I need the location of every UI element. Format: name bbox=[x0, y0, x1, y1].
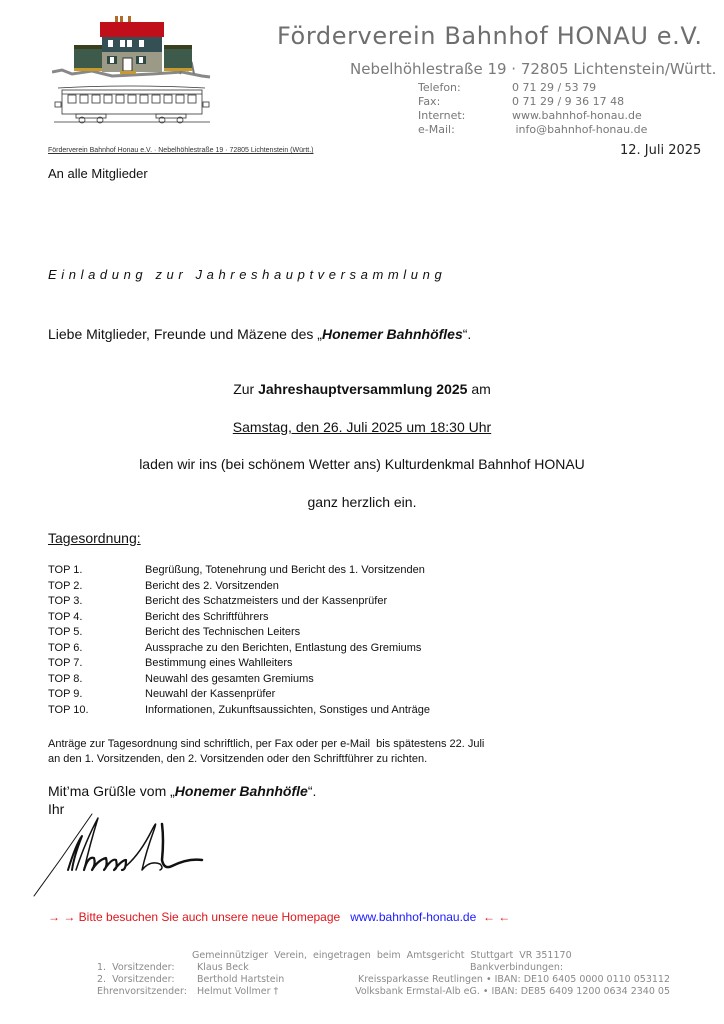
agenda-item bbox=[48, 641, 430, 657]
contact-block bbox=[418, 81, 647, 137]
board-role: 1. Vorsitzender: bbox=[97, 962, 175, 973]
contact-label: Internet: bbox=[418, 109, 466, 122]
agenda-item bbox=[48, 563, 430, 579]
agenda-number: TOP 2. bbox=[48, 579, 83, 592]
agenda-item bbox=[48, 625, 430, 641]
board-name: Helmut Vollmer † bbox=[197, 986, 279, 997]
contact-label: Fax: bbox=[418, 95, 441, 108]
agenda-text: Begrüßung, Totenehrung und Bericht des 1. Vorsitzenden bbox=[145, 564, 425, 576]
organization-name: Förderverein Bahnhof HONAU e.V. bbox=[277, 22, 703, 50]
contact-internet bbox=[418, 109, 647, 123]
agenda-item bbox=[48, 703, 430, 719]
salutation-end: “. bbox=[462, 326, 472, 342]
sender-return-address: Förderverein Bahnhof Honau e.V. · Nebelhöhlestraße 19 · 72805 Lichtenstein (Württ.) bbox=[48, 147, 314, 154]
homepage-notice bbox=[48, 910, 510, 924]
agenda-number: TOP 10. bbox=[48, 703, 89, 716]
agenda-text: Neuwahl der Kassenprüfer bbox=[145, 688, 276, 700]
contact-label: Telefon: bbox=[418, 81, 461, 94]
meeting-datetime: Samstag, den 26. Juli 2025 um 18:30 Uhr bbox=[232, 419, 492, 435]
footer-board bbox=[97, 962, 284, 998]
motions-line: Anträge zur Tagesordnung sind schriftlich, per Fax oder per e-Mail bis spätestens 22. Juli bbox=[48, 738, 485, 750]
agenda-text: Bericht des Schriftführers bbox=[145, 610, 269, 623]
agenda-text: Bericht des Technischen Leiters bbox=[145, 626, 301, 638]
greeting-emphasis: Honemer Bahnhöfle bbox=[174, 783, 308, 799]
agenda-item bbox=[48, 672, 430, 688]
greeting-text: Mit’ma Grüßle vom „ bbox=[48, 783, 175, 799]
agenda-text: Bericht des 2. Vorsitzenden bbox=[145, 579, 279, 592]
contact-value: 0 71 29 / 53 79 bbox=[512, 81, 597, 94]
agenda-title: Tagesordnung: bbox=[48, 530, 141, 546]
agenda-list bbox=[48, 563, 430, 718]
signature-icon bbox=[30, 800, 210, 910]
board-member bbox=[97, 962, 284, 974]
agenda-number: TOP 6. bbox=[48, 641, 83, 654]
motions-notice bbox=[48, 737, 484, 767]
invitation-closing: ganz herzlich ein. bbox=[307, 494, 417, 510]
greeting-end: “. bbox=[307, 783, 317, 799]
agenda-item bbox=[48, 610, 430, 626]
contact-email-link[interactable]: info@bahnhof-honau.de bbox=[512, 123, 648, 136]
agenda-text: Neuwahl des gesamten Gremiums bbox=[145, 672, 314, 685]
contact-email bbox=[418, 123, 647, 137]
logo bbox=[52, 14, 212, 132]
board-member bbox=[97, 986, 284, 998]
agenda-item bbox=[48, 579, 430, 595]
homepage-text: → → Bitte besuchen Sie auch unsere neue Homepage bbox=[48, 910, 351, 924]
bank-account: Volksbank Ermstal-Alb eG. • IBAN: DE85 6409 1200 0634 2340 05 bbox=[355, 986, 670, 997]
footer-registration: Gemeinnütziger Verein, eingetragen beim Amtsgericht Stuttgart VR 351170 bbox=[192, 950, 572, 961]
contact-value: 0 71 29 / 9 36 17 48 bbox=[512, 95, 625, 108]
agenda-item bbox=[48, 656, 430, 672]
station-building-icon bbox=[52, 14, 212, 132]
invitation-text: Zur bbox=[233, 381, 259, 397]
agenda-number: TOP 3. bbox=[48, 595, 83, 607]
letter-subject: Einladung zur Jahreshauptversammlung bbox=[48, 267, 447, 282]
closing-greeting bbox=[48, 783, 316, 799]
agenda-item bbox=[48, 594, 430, 610]
agenda-text: Bestimmung eines Wahlleiters bbox=[145, 657, 293, 669]
contact-phone bbox=[418, 81, 647, 95]
board-role: Ehrenvorsitzender: bbox=[97, 986, 187, 997]
agenda-number: TOP 8. bbox=[48, 672, 83, 685]
board-name: Klaus Beck bbox=[197, 962, 249, 973]
invitation-text-end: am bbox=[467, 381, 491, 397]
board-role: 2. Vorsitzender: bbox=[97, 974, 175, 985]
letter-date: 12. Juli 2025 bbox=[620, 143, 702, 158]
salutation-emphasis: Honemer Bahnhöfles bbox=[321, 326, 463, 342]
salutation-text: Liebe Mitglieder, Freunde und Mäzene des „ bbox=[48, 326, 322, 342]
contact-label: e-Mail: bbox=[418, 123, 455, 136]
agenda-text: Informationen, Zukunftsaussichten, Sonstiges und Anträge bbox=[145, 703, 430, 716]
contact-fax bbox=[418, 95, 647, 109]
motions-line: an den 1. Vorsitzenden, den 2. Vorsitzenden oder den Schriftführer zu richten. bbox=[48, 753, 428, 765]
homepage-link[interactable]: www.bahnhof-honau.de bbox=[350, 910, 477, 924]
sign-off: Ihr bbox=[48, 801, 65, 817]
organization-address: Nebelhöhlestraße 19 · 72805 Lichtenstein/Württ. bbox=[350, 60, 717, 78]
agenda-number: TOP 7. bbox=[48, 657, 83, 669]
salutation bbox=[48, 326, 471, 342]
signature bbox=[30, 800, 210, 910]
agenda-text: Bericht des Schatzmeisters und der Kassenprüfer bbox=[145, 595, 388, 607]
agenda-number: TOP 5. bbox=[48, 626, 83, 638]
agenda-text: Aussprache zu den Berichten, Entlastung des Gremiums bbox=[145, 641, 422, 654]
footer-banks bbox=[330, 974, 670, 998]
meeting-location: laden wir ins (bei schönem Wetter ans) Kulturdenkmal Bahnhof HONAU bbox=[139, 456, 585, 472]
board-member bbox=[97, 974, 284, 986]
board-name: Berthold Hartstein bbox=[197, 974, 285, 985]
invitation-line bbox=[0, 381, 724, 397]
agenda-number: TOP 4. bbox=[48, 610, 83, 623]
agenda-number: TOP 1. bbox=[48, 564, 83, 576]
homepage-arrows: ← ← bbox=[476, 910, 511, 924]
footer-bank-title: Bankverbindungen: bbox=[470, 962, 564, 973]
meeting-name: Jahreshauptversammlung 2025 bbox=[258, 381, 468, 397]
bank-account: Kreissparkasse Reutlingen • IBAN: DE10 6405 0000 0110 053112 bbox=[357, 974, 670, 985]
recipient: An alle Mitglieder bbox=[48, 166, 148, 181]
agenda-number: TOP 9. bbox=[48, 688, 83, 700]
contact-website-link[interactable]: www.bahnhof-honau.de bbox=[512, 109, 642, 122]
agenda-item bbox=[48, 687, 430, 703]
